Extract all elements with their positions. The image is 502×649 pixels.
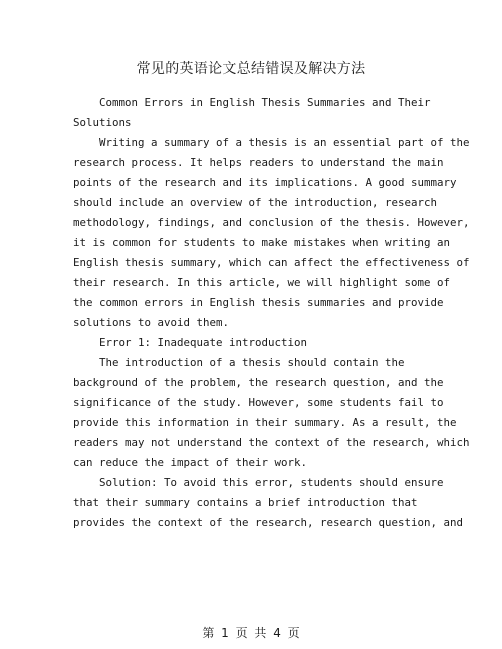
text-line: solutions to avoid them. (73, 316, 230, 329)
text-line: it is common for students to make mistakes when writing an (73, 236, 451, 249)
text-line: English thesis summary, which can affect the effectiveness of (73, 256, 470, 269)
text-line: can reduce the impact of their work. (73, 456, 308, 469)
text-line: Solutions (73, 116, 132, 129)
text-line: readers may not understand the context of the research, which (73, 436, 470, 449)
text-line: Writing a summary of a thesis is an essential part of the (73, 136, 470, 149)
text-line: Solution: To avoid this error, students should ensure (73, 476, 444, 489)
text-line: methodology, findings, and conclusion of the thesis. However, (73, 216, 470, 229)
text-line: provides the context of the research, research question, and (73, 516, 464, 529)
text-line: background of the problem, the research question, and the (73, 376, 444, 389)
text-line: significance of the study. However, some students fail to (73, 396, 444, 409)
text-line: provide this information in their summary. As a result, the (73, 416, 457, 429)
text-line: Error 1: Inadequate introduction (73, 336, 308, 349)
text-line: that their summary contains a brief introduction that (73, 496, 418, 509)
text-line: Common Errors in English Thesis Summaries and Their (73, 96, 431, 109)
text-line: the common errors in English thesis summaries and provide (73, 296, 444, 309)
text-line: The introduction of a thesis should contain the (73, 356, 405, 369)
text-line: should include an overview of the introduction, research (73, 196, 438, 209)
text-line: research process. It helps readers to understand the main (73, 156, 444, 169)
text-line: their research. In this article, we will highlight some of (73, 276, 451, 289)
text-line: points of the research and its implications. A good summary (73, 176, 457, 189)
document-body (73, 93, 470, 533)
document-title: 常见的英语论文总结错误及解决方法 (136, 61, 366, 77)
page-number-footer: 第 1 页 共 4 页 (202, 626, 300, 640)
